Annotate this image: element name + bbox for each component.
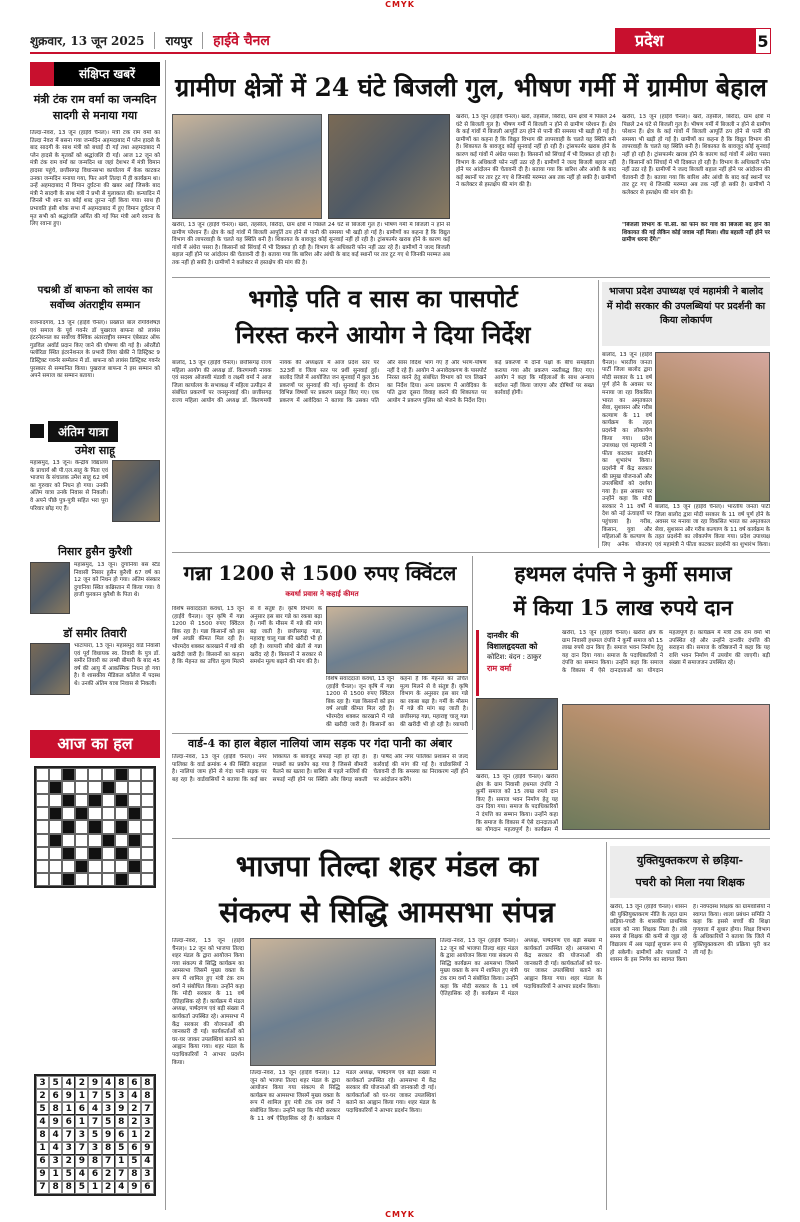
crossword-cell	[141, 820, 154, 833]
story-body-bafna: राजनांदगांव, 13 जून (हाईवे चैनल)। प्रख्यात बाल रोगविशेषज्ञ एवं समाज के पूर्व गवर्नर डॉ पुखराज बाफना को लायंस इंटरनेशनल का सर्वोच्च वैश्विक अंतरराष्ट्रीय सम्मान एंबेसडर ऑफ गुडविल अवॉर्ड प्रदान किए जाने की घोषणा की गई है। ओरलैंडो फ्लोरिडा स्थित इंटरनेशनल के प्रभारी लिया खेकी ने डिस्ट्रिक्ट 9 डिस्ट्रिक्ट गवर्नर सम्मेलन में डॉ. बाफना को लायंस डिस्ट्रिक्ट गवर्नर पुरस्कार से सम्मानित किया। पुखराज बाफना ने इस सम्मान को अपने समाज का सम्मान बताया।	[30, 320, 160, 380]
brand-logo: हाईवे चैनल	[213, 32, 270, 49]
sudoku-cell: 5	[88, 1128, 101, 1141]
crossword-cell	[115, 768, 128, 781]
crossword-cell	[128, 820, 141, 833]
sudoku-cell: 6	[128, 1076, 141, 1089]
sudoku-cell: 6	[141, 1181, 154, 1194]
crossword-cell	[36, 807, 49, 820]
sudoku-cell: 8	[102, 1142, 115, 1155]
sudoku-cell: 5	[128, 1155, 141, 1168]
sudoku-cell: 1	[115, 1155, 128, 1168]
sudoku-cell: 4	[115, 1181, 128, 1194]
section-divider	[172, 838, 770, 839]
print-marks-bottom: CMYK	[385, 1210, 415, 1219]
crossword-cell	[75, 873, 88, 886]
sudoku-cell: 8	[88, 1155, 101, 1168]
crossword-cell	[115, 794, 128, 807]
obituary-body-1: महासमुंद, 13 जून। केन्द्रीय विद्यालय के प्राचार्य श्री पी.एल.साहू के पिता एवं भाजपा के संचालक उमेश साहू 62 वर्ष का गुरुवार को निधन हो गया। उनकी अंतिम यात्रा उनके निवास से निकली। वे अपने पीछे पुत्र-पुत्री सहित भरा पूरा परिवार छोड़ गए हैं।	[30, 460, 108, 512]
sudoku-cell: 7	[141, 1102, 154, 1115]
masthead-bar	[0, 28, 800, 54]
obituary-photo-3	[30, 643, 70, 695]
sudoku-cell: 5	[36, 1102, 49, 1115]
crossword-cell	[102, 847, 115, 860]
sudoku-cell: 2	[128, 1102, 141, 1115]
sudoku-cell: 4	[141, 1155, 154, 1168]
sudoku-cell: 4	[128, 1089, 141, 1102]
obituary-name-1: उमेश साहू	[74, 444, 116, 457]
crossword-cell	[102, 834, 115, 847]
crossword-cell	[62, 794, 75, 807]
crossword-cell	[88, 820, 101, 833]
crossword-cell	[102, 768, 115, 781]
crossword-cell	[49, 860, 62, 873]
crossword-cell	[75, 860, 88, 873]
sudoku-cell: 7	[36, 1181, 49, 1194]
sudoku-cell: 9	[62, 1089, 75, 1102]
issue-date: शुक्रवार, 13 जून 2025	[30, 32, 155, 49]
tag-line-3: कोटिश: वंदन : ठाकुर	[487, 653, 542, 661]
sudoku-cell: 7	[115, 1168, 128, 1181]
crossword-cell	[36, 768, 49, 781]
crossword-cell	[88, 768, 101, 781]
sudoku-cell: 9	[115, 1102, 128, 1115]
lead-photo-2	[328, 114, 450, 219]
sudoku-cell: 5	[75, 1181, 88, 1194]
sudoku-cell: 5	[62, 1168, 75, 1181]
sudoku-cell: 1	[88, 1181, 101, 1194]
sudoku-cell: 7	[62, 1128, 75, 1141]
section-divider	[172, 552, 770, 553]
puzzle-header: आज का हल	[30, 730, 160, 758]
crossword-cell	[102, 820, 115, 833]
crossword-cell	[128, 847, 141, 860]
crossword-cell	[75, 807, 88, 820]
sudoku-cell: 9	[102, 1128, 115, 1141]
stripe-icon	[30, 62, 54, 86]
sugarcane-headline: गन्ना 1200 से 1500 रुपए क्विंटल	[183, 561, 457, 585]
crossword-cell	[75, 820, 88, 833]
sugarcane-photo	[326, 606, 468, 674]
crossword-cell	[36, 820, 49, 833]
section-divider	[172, 733, 468, 734]
tilda-body-b: तिल्दा-नेवरा, 13 जून (हाईवे चैनल)। 12 जून को भाजपा तिल्दा शहर मंडल के द्वारा आयोजन किया गया संकल्प से सिद्धि कार्यक्रम का आमसभा जिसमें मुख्य वक्ता के रूप में शामिल हुए मंत्री टंक राम वर्मा ने संबोधित किया। उन्होंने कहा कि मोदी सरकार के 11 वर्ष ऐतिहासिक रहे हैं। कार्यक्रम में मंडल अध्यक्ष, पार्षदगण एवं बड़ी संख्या में कार्यकर्ता उपस्थित रहे। आमसभा में केंद्र सरकार की योजनाओं की जानकारी दी गई। कार्यकर्ताओं को घर-घर जाकर उपलब्धियां बताने का आह्वान किया गया। शहर मंडल के पदाधिकारियों ने आभार प्रदर्शन किया।	[250, 1070, 436, 1122]
crossword-cell	[115, 860, 128, 873]
sudoku-cell: 4	[102, 1076, 115, 1089]
sudoku-cell: 8	[49, 1102, 62, 1115]
sudoku-cell: 2	[102, 1168, 115, 1181]
crossword-cell	[49, 807, 62, 820]
sudoku-cell: 4	[62, 1076, 75, 1089]
sudoku-cell: 2	[128, 1115, 141, 1128]
hathmal-body-a: खरोरा, 13 जून (हाईवे चैनल)। खरोरा क्षेत्र के ग्राम निवासी हथमल दंपत्ति ने कुर्मी समाज को 15 लाख रुपये दान किए हैं। समाज भवन निर्माण हेतु यह दान दिया गया। समाज के पदाधिकारियों ने दंपत्ति का सम्मान किया। उन्होंने कहा कि समाज के विकास में ऐसे दानदाताओं का योगदान महत्वपूर्ण है। कार्यक्रम में मंत्री टंक राम वर्मा भी उपस्थित रहे और उन्होंने दानवीर दंपत्ति की सराहना की। समाज के वरिष्ठजनों ने कहा कि यह राशि भवन निर्माण में उपयोग की जाएगी। बड़ी संख्या में समाजजन उपस्थित रहे।	[562, 630, 770, 674]
crossword-cell	[128, 781, 141, 794]
sudoku-cell: 8	[62, 1181, 75, 1194]
sudoku-cell: 4	[49, 1128, 62, 1141]
crossword-cell	[128, 807, 141, 820]
sudoku-cell: 5	[102, 1115, 115, 1128]
column-divider	[472, 556, 473, 730]
story-title-bafna: पद्मश्री डॉ बाफना को लायंस का सर्वोच्च अंतराष्ट्रीय सम्मान	[37, 285, 153, 311]
sudoku-cell: 6	[88, 1168, 101, 1181]
sudoku-cell: 7	[75, 1142, 88, 1155]
section-divider	[172, 277, 770, 278]
obituary-body-2: महासमुंद, 13 जून। दुगानिया बस स्टैंड निवासी निसार हुसैन कुरैशी 67 वर्ष का 12 जून को निधन हो गया। अंतिम संस्कार दुगानिया स्थित कब्रिस्तान में किया गया। वे हाजी फुरकान कुरैशी के पिता थे।	[74, 562, 160, 599]
crossword-cell	[36, 781, 49, 794]
sudoku-cell: 9	[88, 1076, 101, 1089]
crossword-cell	[128, 860, 141, 873]
sudoku-cell: 2	[102, 1181, 115, 1194]
sudoku-cell: 9	[75, 1155, 88, 1168]
sudoku-cell: 6	[62, 1115, 75, 1128]
crossword-cell	[141, 860, 154, 873]
column-divider	[598, 280, 599, 548]
crossword-cell	[75, 847, 88, 860]
crossword-cell	[88, 847, 101, 860]
crossword-cell	[141, 768, 154, 781]
crossword-cell	[88, 834, 101, 847]
crossword-cell	[75, 781, 88, 794]
tag-line-4: राम वर्मा	[487, 664, 512, 673]
sudoku-cell: 8	[128, 1168, 141, 1181]
crossword-cell	[128, 834, 141, 847]
passport-headline-2: निरस्त करने आयोग ने दिया निर्देश	[235, 320, 531, 349]
tilda-photo	[250, 938, 436, 1066]
obituary-icon	[30, 424, 44, 438]
crossword-cell	[49, 847, 62, 860]
hathmal-tagline	[476, 630, 556, 696]
sudoku-cell: 4	[88, 1102, 101, 1115]
crossword-cell	[36, 847, 49, 860]
crossword-cell	[128, 873, 141, 886]
teacher-headline-1: युक्तियुक्तकरण से छड़िया-	[636, 854, 744, 867]
bjp-headline-box	[602, 282, 770, 346]
sudoku-cell: 9	[141, 1142, 154, 1155]
teacher-body: खरोरा, 13 जून (हाईवे चैनल)। शासन की युक्तियुक्तकरण नीति के तहत ग्राम छड़िया-पचरी के शासकीय प्राथमिक शाला को नया शिक्षक मिला है। लंबे समय से शिक्षक की कमी से जूझ रहे विद्यालय में अब पढ़ाई सुचारू रूप से हो सकेगी। ग्रामीणों और पालकों ने शासन के इस निर्णय का स्वागत किया है। नवपदस्थ शिक्षक का ग्रामवासियों ने स्वागत किया। शाला प्रबंधन समिति ने कहा कि इससे बच्चों की शिक्षा गुणवत्ता में सुधार होगा। शिक्षा विभाग के अधिकारियों ने बताया कि जिले में युक्तियुक्तकरण की प्रक्रिया पूरी कर ली गई है।	[610, 904, 770, 964]
sudoku-cell: 1	[36, 1142, 49, 1155]
crossword-cell	[102, 781, 115, 794]
crossword-cell	[49, 781, 62, 794]
sudoku-cell: 8	[36, 1128, 49, 1141]
lead-body-a: खरोरा, 13 जून (हाईवे चैनल)। खरो, तहसील, बिरोदा, ग्राम क्षेत्रों में पिछले 24 घंटे से बिजली गुल है। भीषण गर्मी में बिजली न होने से ग्रामीण परेशान हैं। क्षेत्र के कई गांवों में बिजली आपूर्ति ठप होने से पानी की समस्या भी खड़ी हो गई है। ग्रामीणों का कहना है कि विद्युत विभाग की लापरवाही के चलते यह स्थिति बनी है। शिकायत के बावजूद कोई सुनवाई नहीं हो रही है। ट्रांसफार्मर खराब होने के कारण कई गांवों में अंधेरा पसरा है। किसानों को सिंचाई में भी दिक्कत हो रही है। विभाग के अधिकारी फोन नहीं उठा रहे हैं। ग्रामीणों ने जल्द बिजली बहाल नहीं होने पर आंदोलन की चेतावनी दी है। बताया गया कि बारिश और आंधी के बाद कई स्थानों पर तार टूट गए थे जिनकी मरम्मत अब तक नहीं हो सकी है। ग्रामीणों ने कलेक्टर से हस्तक्षेप की मांग की है।	[172, 222, 450, 266]
brief-header: संक्षिप्त खबरें	[54, 62, 160, 86]
sudoku-cell: 6	[115, 1128, 128, 1141]
crossword-cell	[88, 807, 101, 820]
sudoku-grid	[34, 1074, 156, 1196]
sugarcane-byline: कवर्धा प्रवास ने कहाई कीमत	[285, 590, 359, 598]
sudoku-cell: 1	[128, 1128, 141, 1141]
sugarcane-body-a: विशेष संवाददाता कवर्धा, 13 जून (हाईवे चैनल)। जून कृषि में गन्ना 1200 से 1500 रुपए क्विंटल बिक रहा है। गन्ना किसानों को इस वर्ष अच्छी कीमत मिल रही है। भोरमदेव शक्कर कारखाने में गन्ने की खरीदी जारी है। किसानों का कहना है कि मेहनत का उचित मूल्य मिलने से वे संतुष्ट हैं। कृषि विभाग के अनुसार इस बार गन्ने का रकबा बढ़ा है। गर्मी के मौसम में गन्ने की मांग बढ़ जाती है। छत्तीसगढ़ गन्ना, महाराष्ट्र चालू गन्ना की खरीदी भी हो रही है। व्यापारी सीधे खेतों से गन्ना खरीद रहे हैं। किसानों ने सरकार से समर्थन मूल्य बढ़ाने की मांग की है।	[172, 606, 322, 666]
lead-quote: "बिजली विभाग के पी.सी. को फोन कर गांव की बिजली बंद होने की शिकायत की गई लेकिन कोई जवाब नहीं मिला। शीघ्र बहाली नहीं होने पर ग्रामीण धरना देंगे।"	[622, 222, 770, 244]
sudoku-cell: 5	[49, 1076, 62, 1089]
ward-headline: वार्ड-4 का हाल बेहाल नालियां जाम सड़क पर गंदा पानी का अंबार	[188, 737, 452, 750]
sudoku-cell: 3	[102, 1102, 115, 1115]
crossword-cell	[141, 794, 154, 807]
tag-line-2: विशालहृदयता को	[487, 642, 538, 651]
sudoku-cell: 6	[49, 1089, 62, 1102]
crossword-cell	[141, 834, 154, 847]
crossword-grid	[34, 766, 156, 888]
crossword-cell	[62, 820, 75, 833]
sudoku-cell: 6	[75, 1102, 88, 1115]
lead-headline: ग्रामीण क्षेत्रों में 24 घंटे बिजली गुल, भीषण गर्मी में ग्रामीण बेहाल	[175, 73, 767, 102]
passport-headline-1: भगोड़े पति व सास का पासपोर्ट	[248, 284, 518, 313]
crossword-cell	[102, 794, 115, 807]
hathmal-portrait	[476, 698, 558, 770]
sudoku-cell: 8	[115, 1076, 128, 1089]
crossword-cell	[88, 860, 101, 873]
hathmal-headline-1: हथमल दंपत्ति ने कुर्मी समाज	[514, 561, 732, 586]
crossword-cell	[88, 794, 101, 807]
teacher-headline-2: पचरी को मिला नया शिक्षक	[635, 876, 745, 889]
print-marks: CMYK	[385, 0, 415, 9]
lead-photo-1	[172, 114, 322, 219]
sudoku-cell: 5	[115, 1142, 128, 1155]
crossword-cell	[141, 781, 154, 794]
crossword-cell	[75, 834, 88, 847]
crossword-cell	[115, 807, 128, 820]
tilda-headline-1: भाजपा तिल्दा शहर मंडल का	[235, 849, 539, 883]
sudoku-cell: 2	[75, 1076, 88, 1089]
crossword-cell	[102, 860, 115, 873]
lead-body-c: खरोरा, 13 जून (हाईवे चैनल)। खरो, तहसील, बिरोदा, ग्राम क्षेत्रों में पिछले 24 घंटे से बिजली गुल है। भीषण गर्मी में बिजली न होने से ग्रामीण परेशान हैं। क्षेत्र के कई गांवों में बिजली आपूर्ति ठप होने से पानी की समस्या भी खड़ी हो गई है। ग्रामीणों का कहना है कि विद्युत विभाग की लापरवाही के चलते यह स्थिति बनी है। शिकायत के बावजूद कोई सुनवाई नहीं हो रही है। ट्रांसफार्मर खराब होने के कारण कई गांवों में अंधेरा पसरा है। किसानों को सिंचाई में भी दिक्कत हो रही है। विभाग के अधिकारी फोन नहीं उठा रहे हैं। ग्रामीणों ने जल्द बिजली बहाल नहीं होने पर आंदोलन की चेतावनी दी है। बताया गया कि बारिश और आंधी के बाद कई स्थानों पर तार टूट गए थे जिनकी मरम्मत अब तक नहीं हो सकी है। ग्रामीणों ने कलेक्टर से हस्तक्षेप की मांग की है।	[622, 114, 770, 196]
crossword-cell	[75, 794, 88, 807]
crossword-cell	[102, 807, 115, 820]
sudoku-cell: 7	[88, 1115, 101, 1128]
crossword-cell	[115, 873, 128, 886]
section-label: प्रदेश	[615, 28, 755, 54]
hathmal-headline-2: में किया 15 लाख रुपये दान	[513, 595, 733, 620]
crossword-cell	[115, 834, 128, 847]
sudoku-cell: 1	[49, 1168, 62, 1181]
bjp-body-b: बालोद, 13 जून (हाईवे चैनल)। भारतीय जनता पार्टी जिला बालोद द्वारा मोदी सरकार के 11 वर्ष पूर्ण होने के अवसर पर मनाया जा रहा विकसित भारत का अमृतकाल सेवा, सुशासन और गरीब कल्याण के 11 वर्ष कार्यक्रम के तहत प्रदर्शनी का लोकार्पण किया गया। प्रदेश उपाध्यक्ष एवं महामंत्री ने फीता काटकर प्रदर्शनी का शुभारंभ किया।	[655, 504, 770, 548]
crossword-cell	[88, 781, 101, 794]
crossword-cell	[62, 781, 75, 794]
crossword-cell	[36, 834, 49, 847]
city-name: रायपुर	[155, 32, 203, 49]
crossword-cell	[115, 847, 128, 860]
crossword-cell	[62, 768, 75, 781]
teacher-headline-box	[610, 846, 770, 898]
crossword-cell	[49, 794, 62, 807]
tilda-headline-2: संकल्प से सिद्धि आमसभा संपन्न	[219, 895, 555, 929]
ward-body: तिल्दा-नेवरा, 13 जून (हाईवे चैनल)। नगर पालिका के वार्ड क्रमांक 4 की स्थिति बदहाल है। नालियां जाम होने से गंदा पानी सड़क पर बह रहा है। वार्डवासियों ने बताया कि कई बार शिकायत के बावजूद सफाई नहीं हो रही है। मच्छरों का प्रकोप बढ़ गया है जिससे बीमारी फैलने का खतरा है। बारिश से पहले नालियों की सफाई नहीं होने पर स्थिति और बिगड़ सकती है। पार्षद और नगर पालिका प्रशासन से जल्द कार्रवाई की मांग की गई है। वार्डवासियों ने चेतावनी दी कि समस्या का निराकरण नहीं होने पर आंदोलन करेंगे।	[172, 754, 468, 783]
sudoku-cell: 6	[36, 1155, 49, 1168]
crossword-cell	[75, 768, 88, 781]
sudoku-cell: 8	[49, 1181, 62, 1194]
page-number: 5	[755, 28, 771, 54]
passport-body: बालोद, 13 जून (हाईवे चैनल)। छत्तीसगढ़ राज्य महिला आयोग की अध्यक्ष डॉ. किरणमयी नायक एवं सदस्य ओजस्वी मंडावी व लक्ष्मी वर्मा ने आज जिला कार्यालय के सभाकक्ष में महिला उत्पीड़न से संबंधित प्रकरणों पर जनसुनवाई की। छत्तीसगढ़ राज्य महिला आयोग की अध्यक्ष डॉ. किरणमयी नायक की अध्यक्षता में आज प्रदेश स्तर पर 323वीं व जिला स्तर पर 9वीं सुनवाई हुई। बालोद जिले में आयोजित जन सुनवाई में कुल 36 प्रकरणों पर सुनवाई की गई। सुनवाई के दौरान विभिन्न विषयों पर प्रकरण प्रस्तुत किए गए। एक प्रकरण में आवेदिका ने बताया कि उसका पति और सास विदेश भाग गए हैं और भरण-पोषण नहीं दे रहे हैं। आयोग ने अनावेदकगण के पासपोर्ट निरस्त करने हेतु संबंधित विभाग को पत्र लिखने का निर्देश दिया। अन्य प्रकरण में आवेदिका के पति द्वारा दूसरा विवाह करने की शिकायत पर आयोग ने प्रकरण पुलिस को भेजने के निर्देश दिए। कई प्रकरणों में दोनों पक्षों के बीच समझौता कराया गया और प्रकरण नस्तीबद्ध किए गए। आयोग ने कहा कि महिलाओं के साथ अन्याय बर्दाश्त नहीं किया जाएगा और दोषियों पर सख्त कार्रवाई होगी।	[172, 360, 594, 404]
sudoku-cell: 7	[88, 1089, 101, 1102]
sudoku-cell: 9	[128, 1181, 141, 1194]
sudoku-cell: 9	[49, 1115, 62, 1128]
sudoku-cell: 3	[115, 1089, 128, 1102]
tag-line-1: दानवीर की	[487, 631, 519, 640]
sudoku-cell: 5	[102, 1089, 115, 1102]
bjp-photo	[655, 352, 770, 502]
crossword-cell	[128, 768, 141, 781]
sudoku-cell: 4	[36, 1115, 49, 1128]
obituary-name-3: डॉ समीर तिवारी	[63, 627, 127, 640]
obituary-photo-1	[112, 460, 160, 522]
sudoku-cell: 3	[141, 1115, 154, 1128]
story-body-minister: तिल्दा-नेवरा, 13 जून (हाईवे चैनल)। मंत्री टंक राम वर्मा का तिल्दा नेवरा में बसना गया जन्मदिन अहमदाबाद में प्लेन हादसे के बाद सादगी के साथ मंत्री को बधाई दी गई तथा अहमदाबाद में प्लेन हादसे के मृतकों को श्रद्धांजलि दी गई। आज 12 जून को मंत्री टंक राम वर्मा का जन्मदिन था जहां देशभर में मंत्री विमान हादसा पहुंचे, छत्तीसगढ़ विधानसभा कार्यालय में केक काटकर उनका जन्मदिन मनाया गया, फिर आगे तिल्दा में ही कार्यक्रम था। उन्हें अहमदाबाद में विमान दुर्घटना की खबर आई जिसके बाद मंत्री ने सादगी के साथ मंत्री ने प्रभी से मुलाकात की। कन्यादिन में जिनसे भी शान का कोई शब्द तुरन्त नहीं किया गया। साथ ही प्रभावति हंसी शोक सभा में अहमदाबाद में हुए विमान दुर्घटना में मृत सभी को श्रद्धांजलि अर्पित की गई फिर मंत्री आगे रवाना के लिए रवाना हुए।	[30, 130, 160, 228]
sudoku-cell: 2	[36, 1089, 49, 1102]
tilda-body-a: तिल्दा-नेवरा, 13 जून (हाईवे चैनल)। 12 जून को भाजपा तिल्दा शहर मंडल के द्वारा आयोजन किया गया संकल्प से सिद्धि कार्यक्रम का आमसभा जिसमें मुख्य वक्ता के रूप में शामिल हुए मंत्री टंक राम वर्मा ने संबोधित किया। उन्होंने कहा कि मोदी सरकार के 11 वर्ष ऐतिहासिक रहे हैं। कार्यक्रम में मंडल अध्यक्ष, पार्षदगण एवं बड़ी संख्या में कार्यकर्ता उपस्थित रहे। आमसभा में केंद्र सरकार की योजनाओं की जानकारी दी गई। कार्यकर्ताओं को घर-घर जाकर उपलब्धियां बताने का आह्वान किया गया। शहर मंडल के पदाधिकारियों ने आभार प्रदर्शन किया।	[172, 938, 244, 1066]
crossword-cell	[36, 860, 49, 873]
crossword-cell	[49, 834, 62, 847]
crossword-cell	[49, 820, 62, 833]
crossword-cell	[49, 768, 62, 781]
sudoku-cell: 8	[141, 1076, 154, 1089]
sudoku-cell: 8	[141, 1089, 154, 1102]
crossword-cell	[115, 781, 128, 794]
sudoku-cell: 9	[36, 1168, 49, 1181]
crossword-cell	[141, 807, 154, 820]
sudoku-cell: 3	[36, 1076, 49, 1089]
obituary-name-2: निसार हुसैन कुरैशी	[57, 545, 133, 558]
sudoku-cell: 2	[141, 1128, 154, 1141]
crossword-cell	[36, 873, 49, 886]
hathmal-body-b: खरोरा, 13 जून (हाईवे चैनल)। खरोरा क्षेत्र के ग्राम निवासी हथमल दंपत्ति ने कुर्मी समाज को 15 लाख रुपये दान किए हैं। समाज भवन निर्माण हेतु यह दान दिया गया। समाज के पदाधिकारियों ने दंपत्ति का सम्मान किया। उन्होंने कहा कि समाज के विकास में ऐसे दानदाताओं का योगदान महत्वपूर्ण है। कार्यक्रम में	[476, 774, 558, 834]
crossword-cell	[141, 847, 154, 860]
crossword-cell	[141, 873, 154, 886]
sudoku-cell: 1	[75, 1089, 88, 1102]
column-divider	[165, 60, 166, 1210]
obituary-body-3: भाटापारा, 13 जून। महासमुंद वार्ड निवासी एवं पूर्व विधायक स्व. तिवारी के पुत्र डॉ. समीर तिवारी का लम्बी बीमारी के बाद 45 वर्ष की आयु में आकस्मिक निधन हो गया है। वे शासकीय मेडिकल कॉलेज में पदस्थ थे। उनकी अंतिम यात्रा निवास से निकली।	[74, 643, 160, 687]
sudoku-cell: 2	[62, 1155, 75, 1168]
obituary-photo-2	[30, 562, 70, 614]
sudoku-cell: 3	[49, 1155, 62, 1168]
bjp-body-a: बालोद, 13 जून (हाईवे चैनल)। भारतीय जनता पार्टी जिला बालोद द्वारा मोदी सरकार के 11 वर्ष पूर्ण होने के अवसर पर मनाया जा रहा विकसित भारत का अमृतकाल सेवा, सुशासन और गरीब कल्याण के 11 वर्ष कार्यक्रम के तहत प्रदर्शनी का लोकार्पण किया गया। प्रदेश उपाध्यक्ष एवं महामंत्री ने फीता काटकर प्रदर्शनी का शुभारंभ किया। प्रदर्शनी में केंद्र सरकार की प्रमुख योजनाओं और उपलब्धियों को दर्शाया गया है। इस अवसर पर उन्होंने कहा कि मोदी सरकार ने 11 वर्षों में देश को नई ऊंचाइयों पर पहुंचाया है। गरीब, किसान, युवा और महिलाओं के कल्याण के लिए अनेक योजनाएं	[602, 352, 652, 548]
sudoku-cell: 4	[75, 1168, 88, 1181]
crossword-cell	[115, 820, 128, 833]
sudoku-cell: 4	[49, 1142, 62, 1155]
crossword-cell	[62, 873, 75, 886]
crossword-cell	[88, 873, 101, 886]
column-divider	[606, 842, 607, 1210]
crossword-cell	[102, 873, 115, 886]
antim-yatra-header: अंतिम यात्रा	[48, 421, 118, 442]
sudoku-cell: 8	[115, 1115, 128, 1128]
crossword-cell	[62, 807, 75, 820]
sudoku-cell: 3	[88, 1142, 101, 1155]
crossword-cell	[62, 834, 75, 847]
lead-body-b: खरोरा, 13 जून (हाईवे चैनल)। खरो, तहसील, बिरोदा, ग्राम क्षेत्रों में पिछले 24 घंटे से बिजली गुल है। भीषण गर्मी में बिजली न होने से ग्रामीण परेशान हैं। क्षेत्र के कई गांवों में बिजली आपूर्ति ठप होने से पानी की समस्या भी खड़ी हो गई है। ग्रामीणों का कहना है कि विद्युत विभाग की लापरवाही के चलते यह स्थिति बनी है। शिकायत के बावजूद कोई सुनवाई नहीं हो रही है। ट्रांसफार्मर खराब होने के कारण कई गांवों में अंधेरा पसरा है। किसानों को सिंचाई में भी दिक्कत हो रही है। विभाग के अधिकारी फोन नहीं उठा रहे हैं। ग्रामीणों ने जल्द बिजली बहाल नहीं होने पर आंदोलन की चेतावनी दी है। बताया गया कि बारिश और आंधी के बाद कई स्थानों पर तार टूट गए थे जिनकी मरम्मत अब तक नहीं हो सकी है। ग्रामीणों ने कलेक्टर से हस्तक्षेप की मांग की है।	[456, 114, 616, 189]
sudoku-cell: 6	[128, 1142, 141, 1155]
crossword-cell	[36, 794, 49, 807]
story-title-minister: मंत्री टंक राम वर्मा का जन्मदिन सादगी से मनाया गया	[33, 93, 157, 122]
sudoku-cell: 3	[62, 1142, 75, 1155]
tilda-body-c: तिल्दा-नेवरा, 13 जून (हाईवे चैनल)। 12 जून को भाजपा तिल्दा शहर मंडल के द्वारा आयोजन किया गया संकल्प से सिद्धि कार्यक्रम का आमसभा जिसमें मुख्य वक्ता के रूप में शामिल हुए मंत्री टंक राम वर्मा ने संबोधित किया। उन्होंने कहा कि मोदी सरकार के 11 वर्ष ऐतिहासिक रहे हैं। कार्यक्रम में मंडल अध्यक्ष, पार्षदगण एवं बड़ी संख्या में कार्यकर्ता उपस्थित रहे। आमसभा में केंद्र सरकार की योजनाओं की जानकारी दी गई। कार्यकर्ताओं को घर-घर जाकर उपलब्धियां बताने का आह्वान किया गया। शहर मंडल के पदाधिकारियों ने आभार प्रदर्शन किया।	[440, 938, 602, 998]
sudoku-cell: 1	[75, 1115, 88, 1128]
crossword-cell	[62, 847, 75, 860]
sugarcane-body-b: विशेष संवाददाता कवर्धा, 13 जून (हाईवे चैनल)। जून कृषि में गन्ना 1200 से 1500 रुपए क्विंटल बिक रहा है। गन्ना किसानों को इस वर्ष अच्छी कीमत मिल रही है। भोरमदेव शक्कर कारखाने में गन्ने की खरीदी जारी है। किसानों का कहना है कि मेहनत का उचित मूल्य मिलने से वे संतुष्ट हैं। कृषि विभाग के अनुसार इस बार गन्ने का रकबा बढ़ा है। गर्मी के मौसम में गन्ने की मांग बढ़ जाती है। छत्तीसगढ़ गन्ना, महाराष्ट्र चालू गन्ना की खरीदी भी हो रही है। व्यापारी	[326, 676, 468, 728]
sudoku-cell: 1	[62, 1102, 75, 1115]
hathmal-photo	[562, 704, 770, 830]
sudoku-cell: 3	[75, 1128, 88, 1141]
sudoku-cell: 3	[141, 1168, 154, 1181]
bjp-headline: भाजपा प्रदेश उपाध्यक्ष एवं महामंत्री ने बालोद में मोदी सरकार की उपलब्धियां पर प्रदर्शनी का किया लोकार्पण	[606, 286, 766, 326]
crossword-cell	[49, 873, 62, 886]
crossword-cell	[128, 794, 141, 807]
sudoku-cell: 7	[102, 1155, 115, 1168]
crossword-cell	[62, 860, 75, 873]
